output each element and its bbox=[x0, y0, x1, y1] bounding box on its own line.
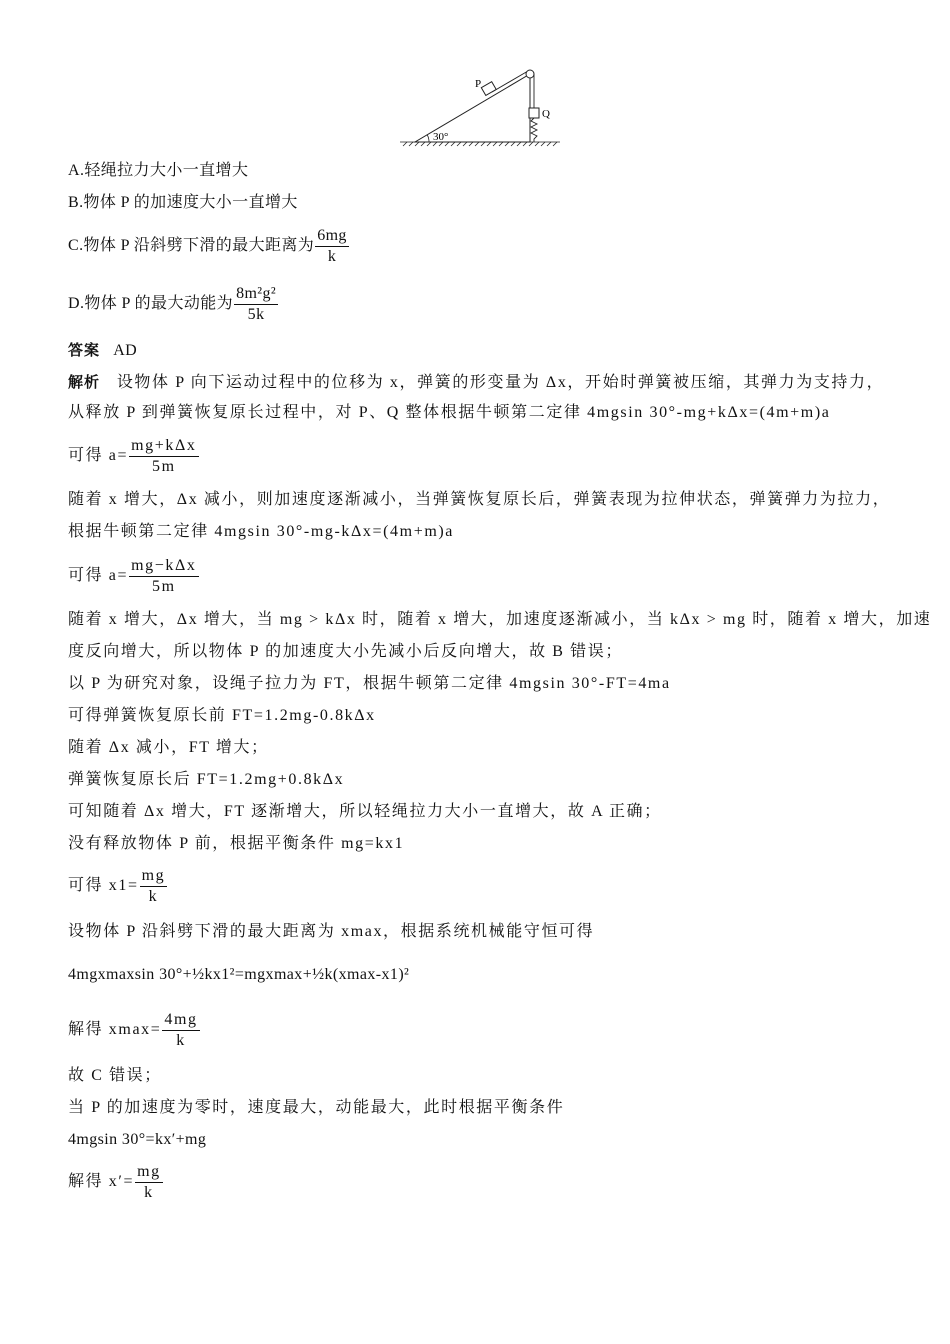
option-c bbox=[68, 226, 350, 267]
analysis-22-denominator: k bbox=[144, 1184, 154, 1201]
analysis-18-denominator: k bbox=[176, 1032, 186, 1049]
analysis-3-prefix: 可得 a= bbox=[68, 447, 129, 465]
block-q-label: Q bbox=[542, 108, 550, 120]
analysis-6-numerator: mg−kΔx bbox=[129, 556, 198, 577]
analysis-6-prefix: 可得 a= bbox=[68, 567, 129, 585]
option-d bbox=[68, 284, 279, 325]
analysis-line-8: 度反向增大，所以物体 P 的加速度大小先减小后反向增大，故 B 错误； bbox=[68, 643, 623, 660]
analysis-3-denominator: 5m bbox=[151, 458, 176, 475]
analysis-3-numerator: mg+kΔx bbox=[129, 436, 198, 457]
analysis-line-13: 可知随着 Δx 增大，FT 逐渐增大，所以轻绳拉力大小一直增大，故 A 正确； bbox=[68, 803, 662, 820]
analysis-line-12: 弹簧恢复原长后 FT=1.2mg+0.8kΔx bbox=[68, 771, 345, 788]
analysis-line-16: 设物体 P 沿斜劈下滑的最大距离为 xmax，根据系统机械能守恒可得 bbox=[68, 923, 595, 940]
incline-pulley-diagram bbox=[395, 62, 565, 150]
analysis-line-6 bbox=[68, 556, 200, 597]
block-p-label: P bbox=[475, 78, 482, 90]
analysis-line-20: 当 P 的加速度为零时，速度最大，动能最大，此时根据平衡条件 bbox=[68, 1099, 565, 1116]
analysis-line-19: 故 C 错误； bbox=[68, 1067, 162, 1084]
option-b: B.物体 P 的加速度大小一直增大 bbox=[68, 194, 298, 211]
analysis-18-numerator: 4mg bbox=[162, 1010, 199, 1031]
analysis-line-2: 从释放 P 到弹簧恢复原长过程中，对 P、Q 整体根据牛顿第二定律 4mgsin 30°-mg+kΔx=(4m+m)a bbox=[68, 404, 831, 421]
analysis-6-denominator: 5m bbox=[151, 578, 176, 595]
analysis-line-4: 随着 x 增大，Δx 减小，则加速度逐渐减小，当弹簧恢复原长后，弹簧表现为拉伸状态，弹簧弹力为拉力， bbox=[68, 491, 891, 508]
analysis-line-22 bbox=[68, 1162, 164, 1203]
spring bbox=[531, 118, 537, 142]
pulley bbox=[526, 70, 534, 78]
analysis-18-fraction bbox=[162, 1010, 199, 1051]
option-d-numerator: 8m²g² bbox=[234, 284, 278, 305]
option-c-denominator: k bbox=[327, 248, 337, 265]
analysis-15-numerator: mg bbox=[140, 866, 168, 887]
analysis-line-17: 4mgxmaxsin 30°+½kx1²=mgxmax+½k(xmax-x1)² bbox=[68, 966, 410, 983]
option-c-prefix: C.物体 P 沿斜劈下滑的最大距离为 bbox=[68, 237, 315, 255]
option-d-prefix: D.物体 P 的最大动能为 bbox=[68, 295, 234, 313]
analysis-6-fraction bbox=[129, 556, 198, 597]
ground-hatching bbox=[400, 142, 560, 146]
option-d-denominator: 5k bbox=[247, 306, 265, 323]
angle-arc bbox=[427, 135, 429, 142]
block-p bbox=[481, 82, 496, 96]
answer-line bbox=[68, 340, 137, 361]
analysis-line-18 bbox=[68, 1010, 201, 1051]
analysis-line-5: 根据牛顿第二定律 4mgsin 30°-mg-kΔx=(4m+m)a bbox=[68, 523, 455, 540]
angle-label: 30° bbox=[433, 131, 449, 143]
option-a: A.轻绳拉力大小一直增大 bbox=[68, 162, 249, 179]
analysis-line-14: 没有释放物体 P 前，根据平衡条件 mg=kx1 bbox=[68, 835, 405, 852]
analysis-18-prefix: 解得 xmax= bbox=[68, 1021, 162, 1039]
analysis-line-3 bbox=[68, 436, 200, 477]
analysis-line-11: 随着 Δx 减小，FT 增大； bbox=[68, 739, 269, 756]
analysis-line-15 bbox=[68, 866, 168, 907]
answer-label: 答案 bbox=[68, 341, 101, 359]
analysis-15-prefix: 可得 x1= bbox=[68, 877, 139, 895]
analysis-3-fraction bbox=[129, 436, 198, 477]
answer-value: AD bbox=[113, 342, 138, 359]
analysis-line-10: 可得弹簧恢复原长前 FT=1.2mg-0.8kΔx bbox=[68, 707, 376, 724]
analysis-line-9: 以 P 为研究对象，设绳子拉力为 FT，根据牛顿第二定律 4mgsin 30°-FT=4ma bbox=[68, 675, 671, 692]
option-c-fraction bbox=[315, 226, 349, 267]
analysis-line-7: 随着 x 增大，Δx 增大，当 mg > kΔx 时，随着 x 增大，加速度逐渐减小，当 kΔx > mg 时，随着 x 增大，加速 bbox=[68, 611, 932, 628]
option-c-numerator: 6mg bbox=[315, 226, 349, 247]
analysis-22-fraction bbox=[135, 1162, 163, 1203]
analysis-15-fraction bbox=[140, 866, 168, 907]
block-q bbox=[529, 108, 539, 118]
analysis-15-denominator: k bbox=[148, 888, 159, 905]
analysis-text-1: 设物体 P 向下运动过程中的位移为 x，弹簧的形变量为 Δx，开始时弹簧被压缩，其弹力为支持力， bbox=[116, 374, 885, 391]
option-d-fraction bbox=[234, 284, 278, 325]
analysis-line-21: 4mgsin 30°=kx′+mg bbox=[68, 1131, 207, 1148]
analysis-label: 解析 bbox=[68, 373, 101, 391]
analysis-line-1 bbox=[68, 372, 884, 393]
analysis-22-numerator: mg bbox=[135, 1162, 163, 1183]
rope-incline bbox=[492, 71, 528, 92]
analysis-22-prefix: 解得 x′= bbox=[68, 1173, 135, 1191]
